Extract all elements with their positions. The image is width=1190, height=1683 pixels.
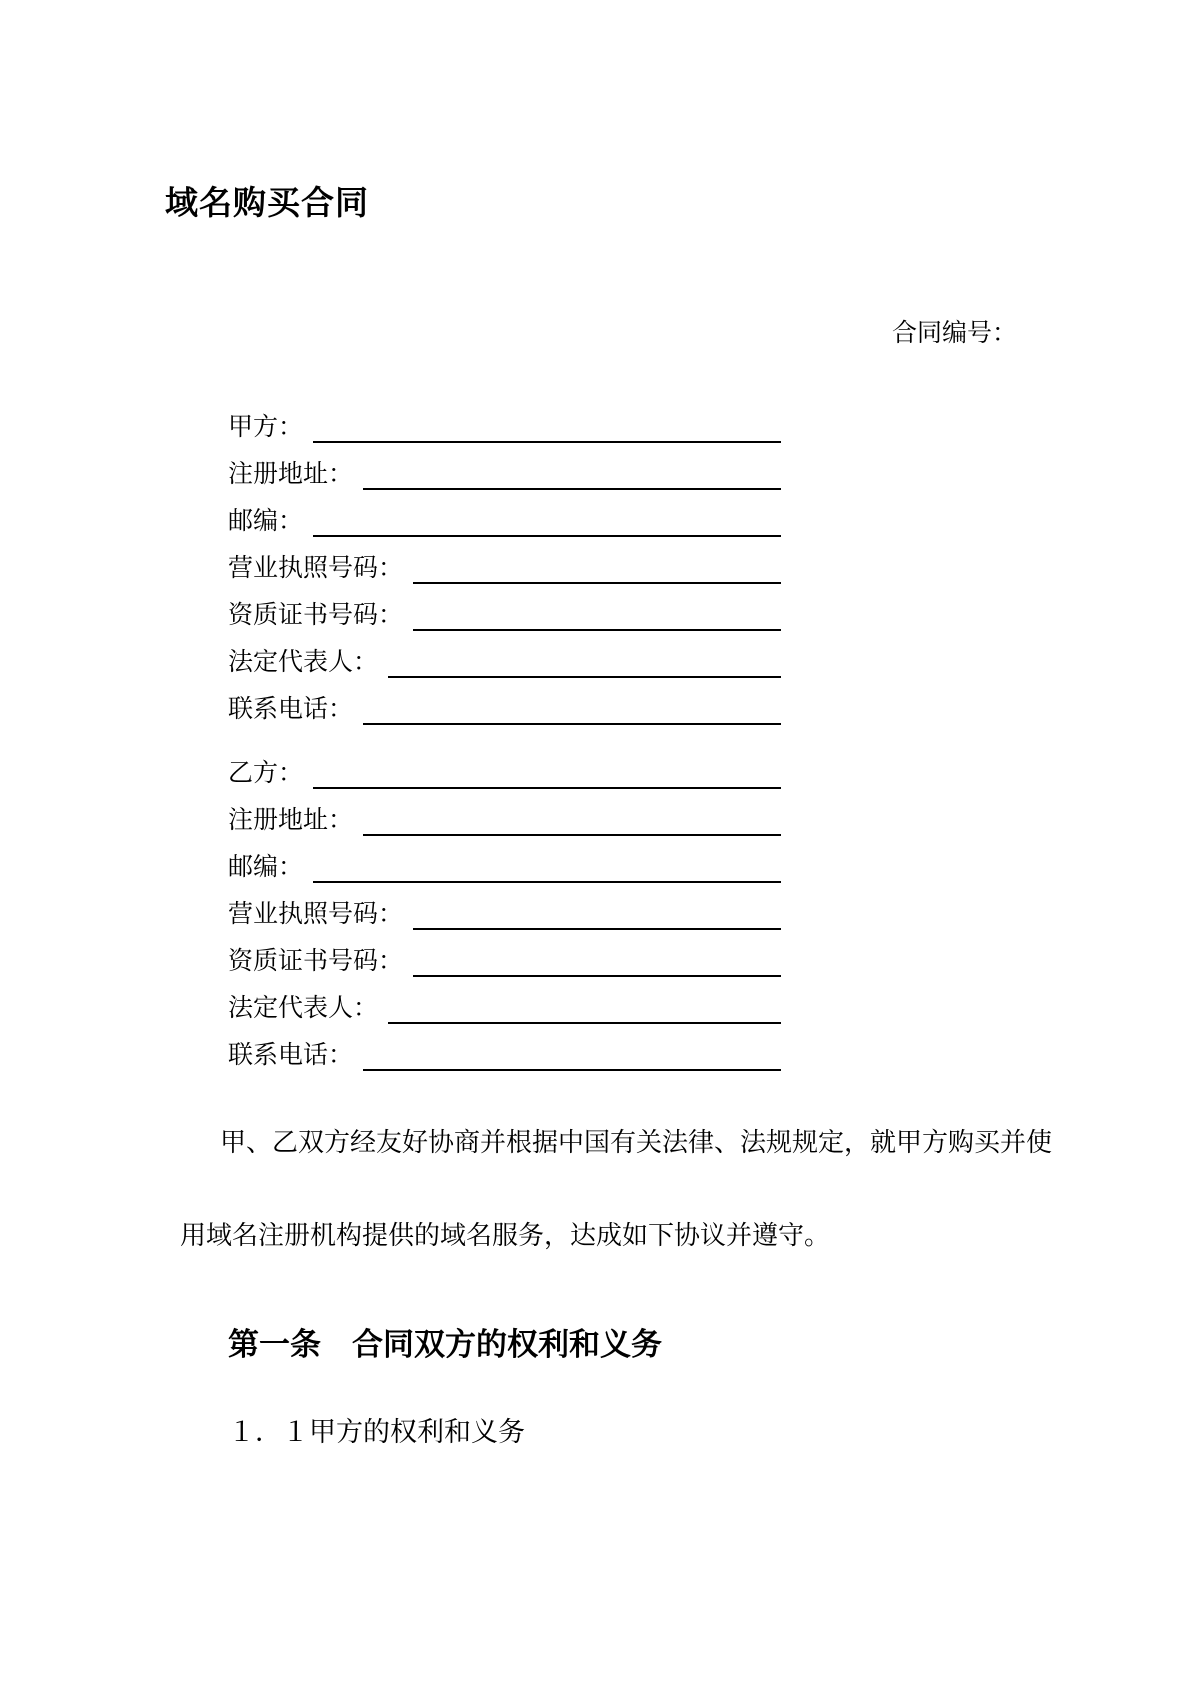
field-label: 联系电话： xyxy=(228,696,354,723)
field-row xyxy=(228,631,781,678)
blank-underline xyxy=(363,1063,781,1071)
field-label: 法定代表人： xyxy=(228,995,379,1022)
field-row xyxy=(228,678,781,725)
field-row xyxy=(228,584,781,631)
blank-underline xyxy=(413,576,781,584)
document-title: 域名购买合同 xyxy=(165,184,369,221)
blank-underline xyxy=(363,482,781,490)
blank-underline xyxy=(363,828,781,836)
field-label: 注册地址： xyxy=(228,461,354,488)
field-row xyxy=(228,396,781,443)
field-label: 甲方： xyxy=(228,414,304,441)
field-row xyxy=(228,443,781,490)
party-a-fields-block xyxy=(228,396,781,725)
field-row xyxy=(228,836,781,883)
blank-underline xyxy=(413,922,781,930)
field-label: 注册地址： xyxy=(228,807,354,834)
field-label: 邮编： xyxy=(228,854,304,881)
blank-underline xyxy=(388,670,781,678)
blank-underline xyxy=(313,875,781,883)
blank-underline xyxy=(388,1016,781,1024)
field-label: 营业执照号码： xyxy=(228,555,404,582)
blank-underline xyxy=(363,717,781,725)
field-row xyxy=(228,490,781,537)
intro-paragraph-line: 甲、乙双方经友好协商并根据中国有关法律、法规规定，就甲方购买并使 xyxy=(220,1127,1053,1157)
intro-paragraph-line: 用域名注册机构提供的域名服务，达成如下协议并遵守。 xyxy=(180,1220,831,1250)
section-1-heading: 第一条 合同双方的权利和义务 xyxy=(228,1327,662,1362)
field-row xyxy=(228,789,781,836)
field-label: 乙方： xyxy=(228,760,304,787)
party-b-fields-block xyxy=(228,742,781,1071)
blank-underline xyxy=(313,781,781,789)
blank-underline xyxy=(313,529,781,537)
field-row xyxy=(228,977,781,1024)
field-label: 营业执照号码： xyxy=(228,901,404,928)
field-row xyxy=(228,930,781,977)
field-row xyxy=(228,883,781,930)
blank-underline xyxy=(313,435,781,443)
subsection-1-1-heading: １．１甲方的权利和义务 xyxy=(228,1417,525,1447)
field-label: 联系电话： xyxy=(228,1042,354,1069)
field-label: 资质证书号码： xyxy=(228,948,404,975)
field-label: 资质证书号码： xyxy=(228,602,404,629)
field-label: 法定代表人： xyxy=(228,649,379,676)
blank-underline xyxy=(413,623,781,631)
blank-underline xyxy=(413,969,781,977)
field-label: 邮编： xyxy=(228,508,304,535)
field-row xyxy=(228,742,781,789)
field-row xyxy=(228,1024,781,1071)
field-row xyxy=(228,537,781,584)
contract-number-label: 合同编号： xyxy=(892,320,1018,347)
